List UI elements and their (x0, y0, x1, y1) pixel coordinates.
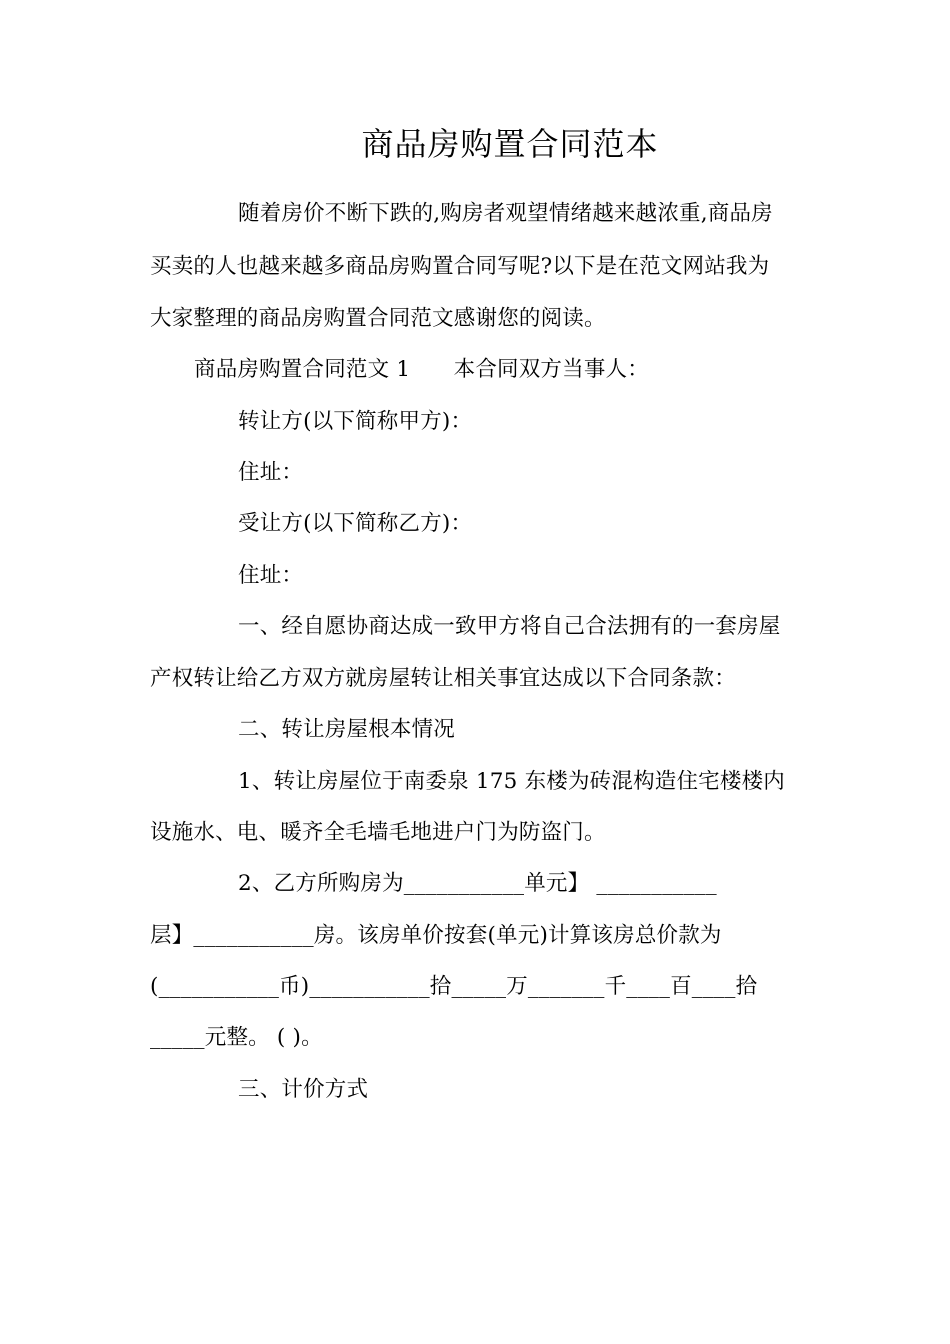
paragraph-line: 买卖的人也越来越多商品房购置合同写呢?以下是在范文网站我为 (150, 254, 770, 279)
section-heading-line: 商品房购置合同范文 1 本合同双方当事人： (194, 357, 649, 382)
paragraph-line: 设施水、电、暖齐全毛墙毛地进户门为防盗门。 (150, 820, 606, 845)
document-title: 商品房购置合同范本 (361, 125, 659, 163)
paragraph-line: 大家整理的商品房购置合同范文感谢您的阅读。 (150, 306, 606, 331)
paragraph-line: 住址： (238, 460, 304, 485)
paragraph-line: 随着房价不断下跌的,购房者观望情绪越来越浓重,商品房 (238, 201, 773, 226)
paragraph-line: 2、乙方所购房为___________单元】 ___________ (238, 871, 717, 896)
paragraph-line: 一、经自愿协商达成一致甲方将自己合法拥有的一套房屋 (238, 614, 781, 639)
paragraph-line: 产权转让给乙方双方就房屋转让相关事宜达成以下合同条款： (150, 666, 736, 691)
paragraph-line: _____元整。 ( )。 (150, 1025, 323, 1050)
paragraph-line: 三、计价方式 (238, 1077, 369, 1102)
paragraph-line: 住址： (238, 563, 304, 588)
paragraph-line: (___________币)___________拾_____万_______千____百____拾 (150, 974, 758, 999)
paragraph-line: 转让方(以下简称甲方)： (238, 409, 473, 434)
paragraph-line: 二、转让房屋根本情况 (238, 717, 456, 742)
paragraph-line: 层】___________房。该房单价按套(单元)计算该房总价款为 (150, 923, 722, 948)
paragraph-line: 1、转让房屋位于南委泉 175 东楼为砖混构造住宅楼楼内 (238, 769, 785, 794)
paragraph-line: 受让方(以下简称乙方)： (238, 511, 473, 536)
